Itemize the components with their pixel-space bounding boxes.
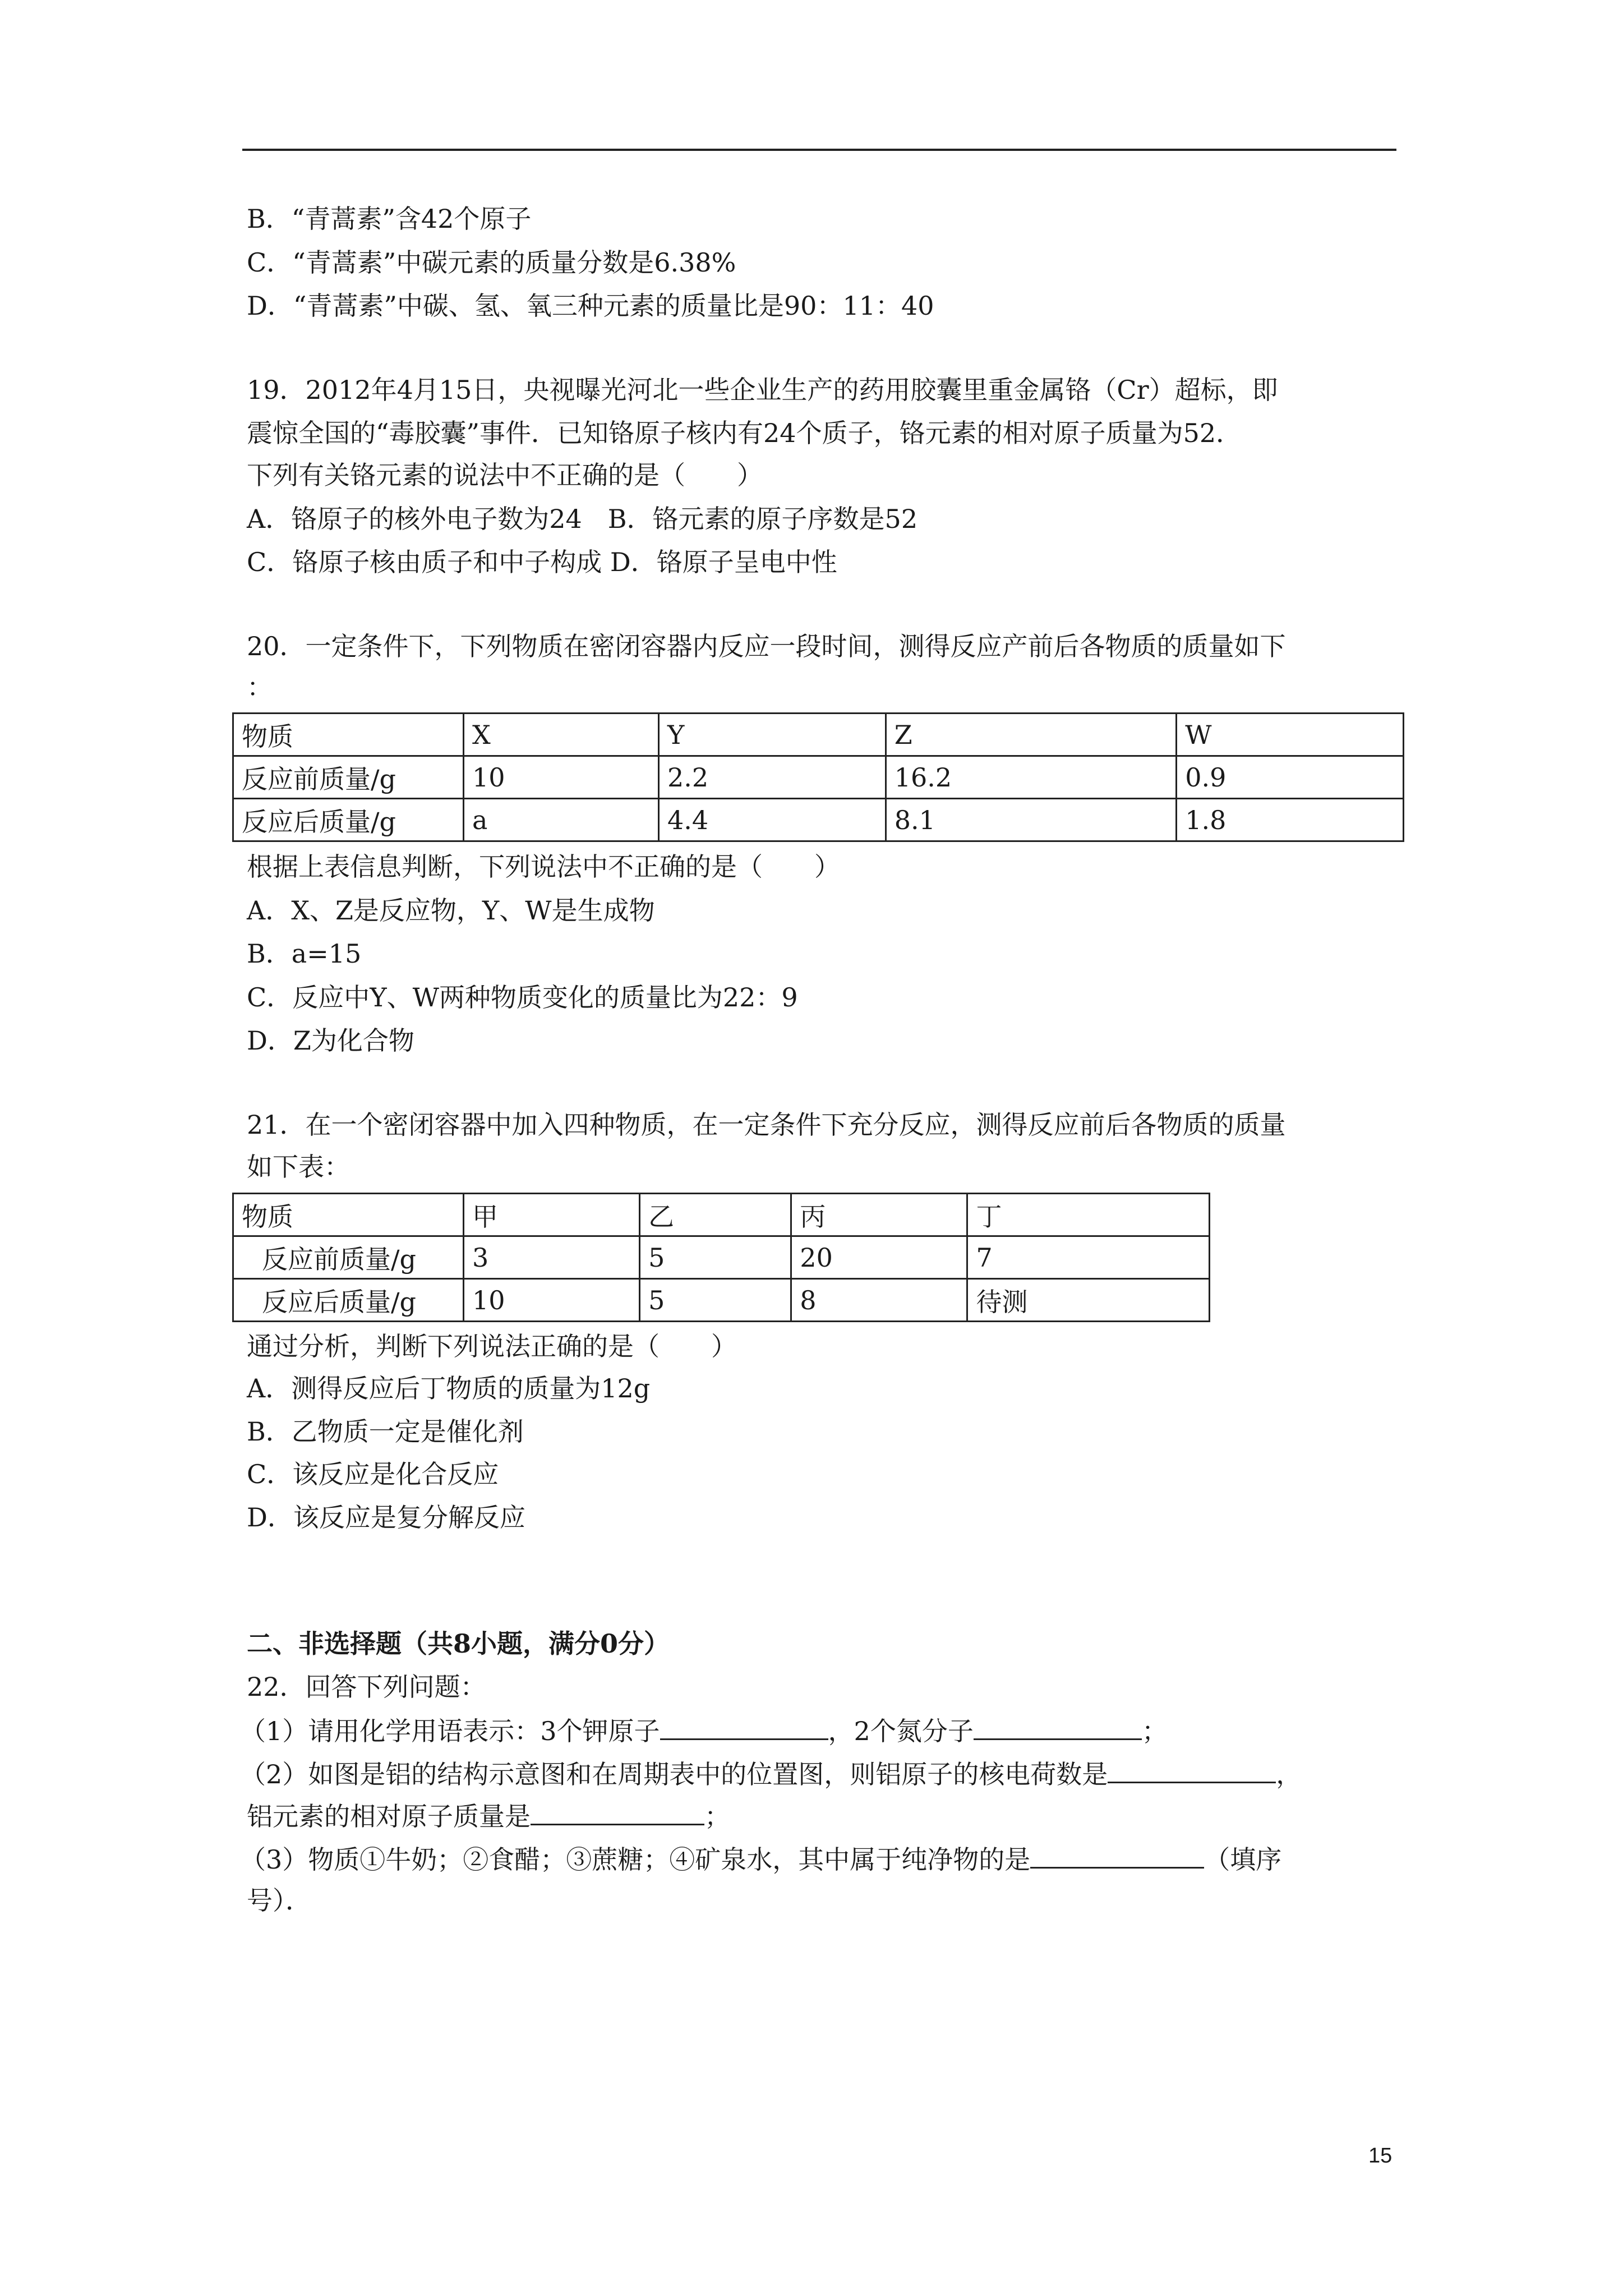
q19-stem-line-1: 19．2012年4月15日，央视曝光河北一些企业生产的药用胶囊里重金属铬（Cr）超标，即: [247, 375, 1278, 405]
answer-blank-pure-substance[interactable]: [1030, 1841, 1204, 1869]
table-row: [233, 1279, 1210, 1322]
q21-stem-line-1: 21．在一个密闭容器中加入四种物质，在一定条件下充分反应，测得反应前后各物质的质量: [247, 1110, 1286, 1140]
q22-part-3: [240, 1841, 1281, 1876]
table-cell: 2.2: [658, 756, 886, 799]
table-row: [233, 1194, 1210, 1236]
table-cell: 丁: [967, 1194, 1210, 1236]
q21-stem-line-2: 如下表：: [247, 1152, 350, 1182]
table-cell: 5: [640, 1279, 791, 1322]
q22-2-text: （2）如图是铝的结构示意图和在周期表中的位置图，则铝原子的核电荷数是: [240, 1759, 1108, 1789]
q20-option-d: D．Z为化合物: [247, 1025, 414, 1056]
table-cell: 20: [791, 1236, 967, 1279]
q19-options-cd: C．铬原子核由质子和中子构成 D．铬原子呈电中性: [247, 547, 837, 577]
table-cell: 4.4: [658, 799, 886, 841]
table-cell: 8.1: [886, 799, 1176, 841]
q19-options-ab: A．铬原子的核外电子数为24 B．铬元素的原子序数是52: [247, 504, 918, 534]
answer-blank-nitrogen[interactable]: [974, 1713, 1142, 1740]
table-row: [233, 1236, 1210, 1279]
q20-option-b: B．a=15: [247, 938, 362, 969]
answer-blank-nuclear-charge[interactable]: [1108, 1756, 1276, 1783]
q22-part-1: [240, 1713, 1168, 1748]
q21-table: [232, 1193, 1210, 1322]
table-cell: 8: [791, 1279, 967, 1322]
table-cell: Y: [658, 714, 886, 756]
page-number: 15: [1368, 2144, 1393, 2168]
q20-stem-line-1: 20．一定条件下，下列物质在密闭容器内反应一段时间，测得反应产前后各物质的质量如下: [247, 631, 1286, 661]
q18-option-b: B．“青蒿素”含42个原子: [247, 204, 532, 234]
q20-option-c: C．反应中Y、W两种物质变化的质量比为22：9: [247, 982, 798, 1013]
q22-1-text-2: ，2个氮分子: [828, 1716, 974, 1746]
q22-title: 22．回答下列问题：: [247, 1672, 486, 1702]
q18-option-c: C．“青蒿素”中碳元素的质量分数是6.38%: [247, 247, 736, 278]
header-rule: [242, 149, 1396, 151]
answer-blank-atomic-mass[interactable]: [531, 1798, 704, 1825]
table-cell: 反应后质量/g: [233, 799, 464, 841]
q19-stem-line-2: 震惊全国的“毒胶囊”事件．已知铬原子核内有24个质子，铬元素的相对原子质量为52．: [247, 418, 1242, 448]
table-cell: 乙: [640, 1194, 791, 1236]
q21-option-d: D．该反应是复分解反应: [247, 1502, 525, 1533]
q20-table: [232, 712, 1404, 842]
q19-stem-line-3: 下列有关铬元素的说法中不正确的是（ ）: [247, 460, 763, 490]
table-cell: 0.9: [1177, 756, 1404, 799]
table-cell: W: [1177, 714, 1404, 756]
q20-option-a: A．X、Z是反应物，Y、W是生成物: [247, 895, 655, 926]
table-cell: 5: [640, 1236, 791, 1279]
q22-part-2-cont: [247, 1798, 730, 1833]
q22-part-2: [240, 1756, 1302, 1791]
table-cell: 待测: [967, 1279, 1210, 1322]
table-cell: 物质: [233, 1194, 464, 1236]
table-cell: 3: [464, 1236, 640, 1279]
q22-2-comma: ，: [1276, 1759, 1302, 1789]
table-row: [233, 714, 1404, 756]
q22-part-3-cont: 号）．: [247, 1885, 311, 1916]
table-cell: 16.2: [886, 756, 1176, 799]
q21-option-a: A．测得反应后丁物质的质量为12g: [247, 1373, 651, 1404]
q21-option-c: C．该反应是化合反应: [247, 1459, 499, 1489]
q22-2-end: ；: [704, 1801, 730, 1832]
q18-option-d: D．“青蒿素”中碳、氢、氧三种元素的质量比是90：11：40: [247, 291, 934, 321]
q20-question: 根据上表信息判断，下列说法中不正确的是（ ）: [247, 852, 840, 882]
q20-stem-line-2: ：: [247, 672, 273, 702]
table-cell: 物质: [233, 714, 464, 756]
q22-1-text: （1）请用化学用语表示：3个钾原子: [240, 1716, 660, 1746]
table-cell: X: [464, 714, 659, 756]
table-cell: 10: [464, 1279, 640, 1322]
q22-1-end: ；: [1141, 1716, 1168, 1746]
q22-3-text: （3）物质①牛奶；②食醋；③蔗糖；④矿泉水，其中属于纯净物的是: [240, 1844, 1031, 1875]
section-heading: 二、非选择题（共8小题，满分0分）: [247, 1628, 670, 1659]
table-cell: 甲: [464, 1194, 640, 1236]
table-cell: 10: [464, 756, 659, 799]
table-cell: 7: [967, 1236, 1210, 1279]
table-row: [233, 799, 1404, 841]
answer-blank-potassium[interactable]: [660, 1713, 828, 1740]
q21-question: 通过分析，判断下列说法正确的是（ ）: [247, 1331, 737, 1361]
table-cell: 反应前质量/g: [233, 756, 464, 799]
table-cell: Z: [886, 714, 1176, 756]
table-row: [233, 756, 1404, 799]
table-cell: 反应前质量/g: [233, 1236, 464, 1279]
q22-3-text-2: （填序: [1204, 1844, 1282, 1875]
table-cell: 反应后质量/g: [233, 1279, 464, 1322]
table-cell: 丙: [791, 1194, 967, 1236]
q22-2-text-2: 铝元素的相对原子质量是: [247, 1801, 531, 1832]
q21-option-b: B．乙物质一定是催化剂: [247, 1416, 524, 1447]
table-cell: a: [464, 799, 659, 841]
table-cell: 1.8: [1177, 799, 1404, 841]
